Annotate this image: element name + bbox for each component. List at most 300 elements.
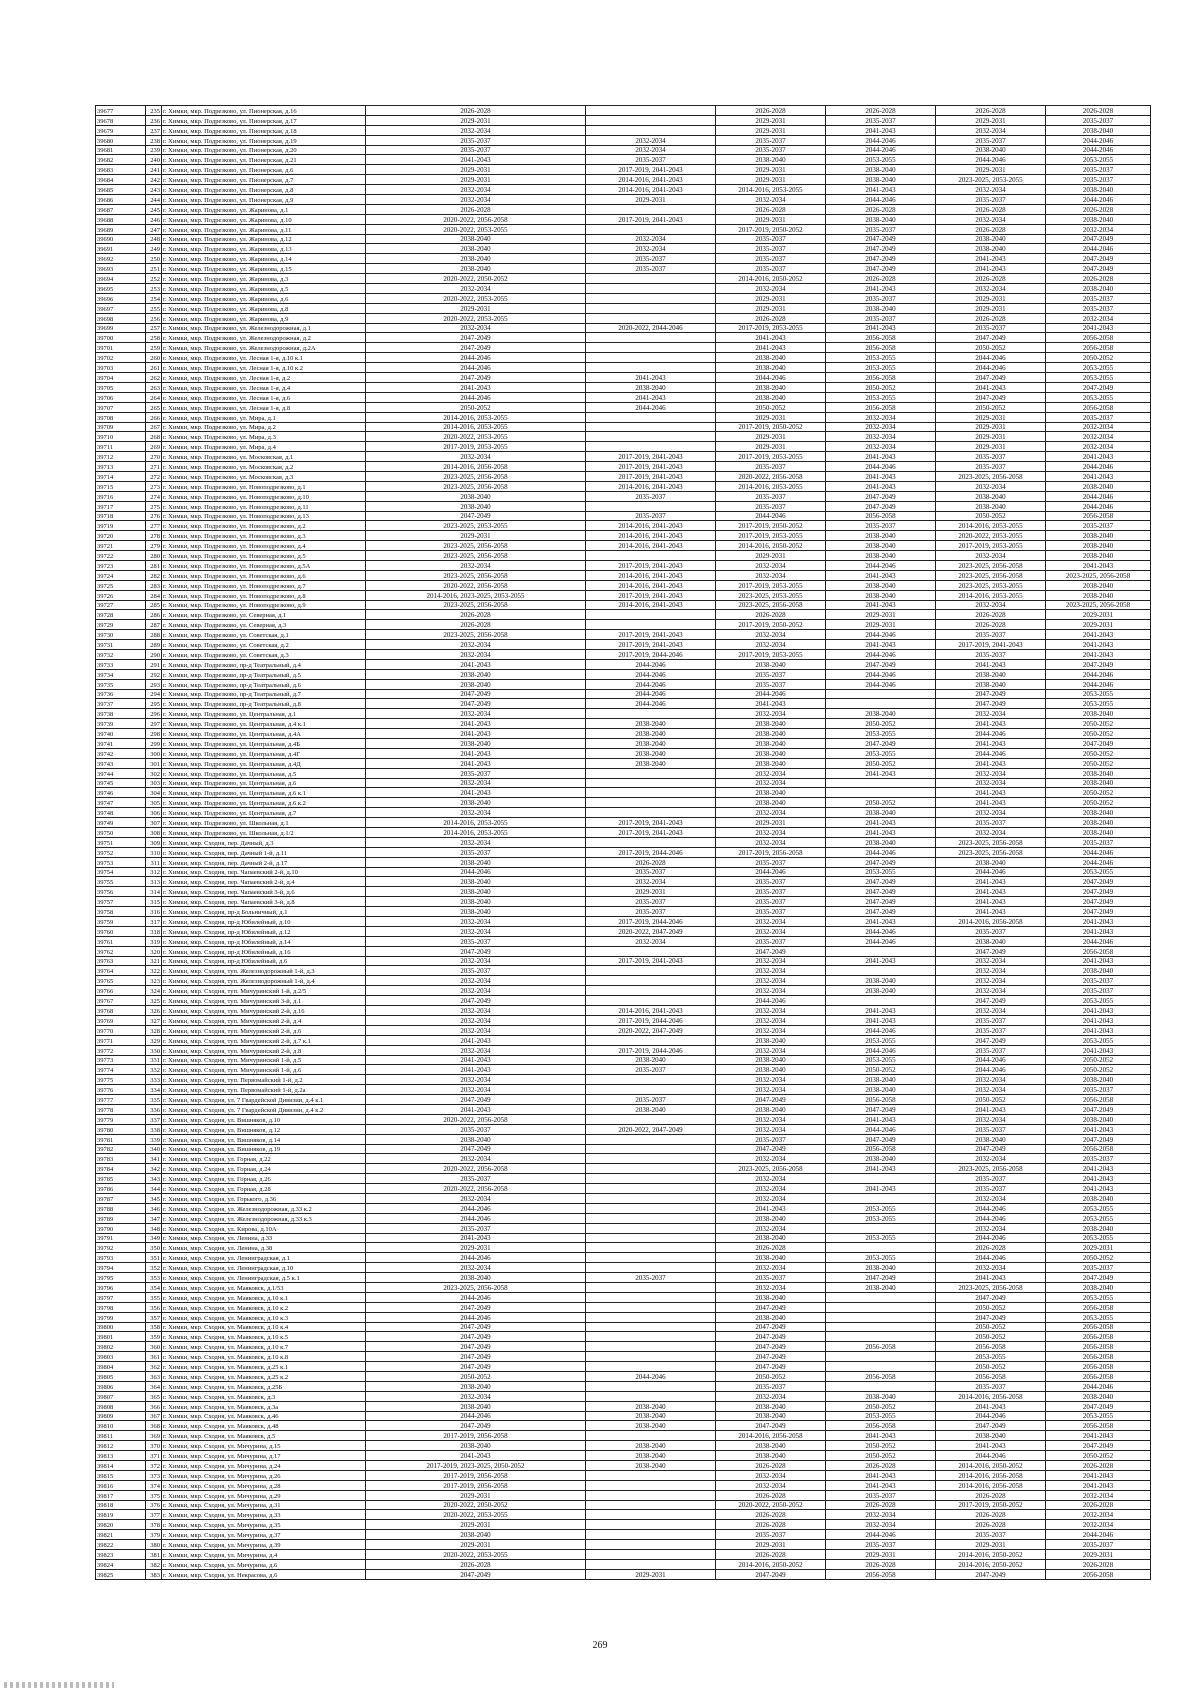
period-cell-5: 2038-2040 — [936, 679, 1046, 689]
period-cell-3: 2035-2037 — [716, 234, 826, 244]
address-cell: г. Химки, мкр. Подрезково, ул. Центральная, д.4Г — [162, 748, 366, 758]
period-cell-5: 2047-2049 — [936, 996, 1046, 1006]
record-id-cell: 39683 — [96, 165, 146, 175]
table-row — [96, 818, 1151, 828]
row-number-cell: 258 — [146, 333, 162, 343]
table-row — [96, 1154, 1151, 1164]
address-cell: г. Химки, мкр. Подрезково, пр-д Театральный, д.8 — [162, 699, 366, 709]
record-id-cell: 39693 — [96, 264, 146, 274]
address-cell: г. Химки, мкр. Сходня, ул. Мичурина, д.33 — [162, 1510, 366, 1520]
row-number-cell: 359 — [146, 1332, 162, 1342]
period-cell-5: 2044-2046 — [936, 1065, 1046, 1075]
period-cell-5: 2041-2043 — [936, 798, 1046, 808]
table-row — [96, 1025, 1151, 1035]
table-row — [96, 659, 1151, 669]
period-cell-5: 2050-2052 — [936, 1322, 1046, 1332]
row-number-cell: 257 — [146, 323, 162, 333]
period-cell-1: 2032-2034 — [366, 976, 586, 986]
row-number-cell: 311 — [146, 857, 162, 867]
period-cell-5: 2044-2046 — [936, 1233, 1046, 1243]
record-id-cell: 39748 — [96, 808, 146, 818]
period-cell-2: 2032-2034 — [586, 135, 716, 145]
period-cell-5: 2038-2040 — [936, 491, 1046, 501]
period-cell-1: 2041-2043 — [366, 1104, 586, 1114]
period-cell-4: 2041-2043 — [826, 1006, 936, 1016]
row-number-cell: 376 — [146, 1500, 162, 1510]
table-row — [96, 531, 1151, 541]
record-id-cell: 39708 — [96, 412, 146, 422]
period-cell-5: 2029-2031 — [936, 293, 1046, 303]
address-cell: г. Химки, мкр. Подрезково, ул. Новоподрезково, д.3 — [162, 531, 366, 541]
record-id-cell: 39702 — [96, 353, 146, 363]
record-id-cell: 39822 — [96, 1540, 146, 1550]
period-cell-1: 2029-2031 — [366, 175, 586, 185]
period-cell-2 — [586, 1362, 716, 1372]
record-id-cell: 39680 — [96, 135, 146, 145]
record-id-cell: 39715 — [96, 481, 146, 491]
row-number-cell: 245 — [146, 204, 162, 214]
period-cell-1: 2038-2040 — [366, 1401, 586, 1411]
row-number-cell: 368 — [146, 1421, 162, 1431]
period-cell-6: 2056-2058 — [1046, 343, 1151, 353]
row-number-cell: 250 — [146, 254, 162, 264]
period-cell-5: 2014-2016, 2050-2052 — [936, 1559, 1046, 1569]
address-cell: г. Химки, мкр. Подрезково, ул. Новоподрезково, д.11 — [162, 501, 366, 511]
period-cell-2 — [586, 610, 716, 620]
period-cell-1: 2038-2040 — [366, 857, 586, 867]
period-cell-2 — [586, 224, 716, 234]
row-number-cell: 320 — [146, 946, 162, 956]
period-cell-3: 2038-2040 — [716, 1312, 826, 1322]
record-id-cell: 39820 — [96, 1520, 146, 1530]
period-cell-6: 2035-2037 — [1046, 293, 1151, 303]
period-cell-4: 2029-2031 — [826, 1550, 936, 1560]
period-cell-4: 2041-2043 — [826, 1470, 936, 1480]
period-cell-1: 2020-2022, 2056-2058 — [366, 580, 586, 590]
period-cell-6: 2056-2058 — [1046, 1352, 1151, 1362]
period-cell-5: 2041-2043 — [936, 1441, 1046, 1451]
period-cell-4: 2038-2040 — [826, 1263, 936, 1273]
period-cell-5: 2038-2040 — [936, 244, 1046, 254]
period-cell-5: 2035-2037 — [936, 1015, 1046, 1025]
row-number-cell: 272 — [146, 471, 162, 481]
period-cell-3: 2032-2034 — [716, 1124, 826, 1134]
row-number-cell: 322 — [146, 966, 162, 976]
period-cell-2: 2017-2019, 2041-2043 — [586, 590, 716, 600]
period-cell-2: 2038-2040 — [586, 1441, 716, 1451]
table-row — [96, 244, 1151, 254]
address-cell: г. Химки, мкр. Подрезково, ул. Жаринова, д.14 — [162, 254, 366, 264]
record-id-cell: 39755 — [96, 877, 146, 887]
period-cell-5: 2026-2028 — [936, 1520, 1046, 1530]
period-cell-3: 2041-2043 — [716, 343, 826, 353]
record-id-cell: 39732 — [96, 649, 146, 659]
record-id-cell: 39786 — [96, 1184, 146, 1194]
address-cell: г. Химки, мкр. Подрезково, ул. Пионерская, д.8 — [162, 185, 366, 195]
period-cell-3: 2038-2040 — [716, 719, 826, 729]
table-row — [96, 996, 1151, 1006]
period-cell-1: 2032-2034 — [366, 125, 586, 135]
row-number-cell: 374 — [146, 1480, 162, 1490]
table-row — [96, 402, 1151, 412]
row-number-cell: 242 — [146, 175, 162, 185]
period-cell-6: 2038-2040 — [1046, 1193, 1151, 1203]
period-cell-4: 2044-2046 — [826, 560, 936, 570]
record-id-cell: 39764 — [96, 966, 146, 976]
period-cell-6: 2038-2040 — [1046, 125, 1151, 135]
period-cell-1: 2026-2028 — [366, 204, 586, 214]
period-cell-5: 2032-2034 — [936, 966, 1046, 976]
period-cell-2: 2017-2019, 2041-2043 — [586, 452, 716, 462]
record-id-cell: 39760 — [96, 926, 146, 936]
period-cell-3: 2035-2037 — [716, 877, 826, 887]
period-cell-3: 2044-2046 — [716, 373, 826, 383]
address-cell: г. Химки, мкр. Подрезково, ул. Пионерская, д.16 — [162, 106, 366, 116]
period-cell-1: 2038-2040 — [366, 1381, 586, 1391]
period-cell-1: 2041-2043 — [366, 155, 586, 165]
table-row — [96, 1035, 1151, 1045]
period-cell-4: 2041-2043 — [826, 1480, 936, 1490]
period-cell-3: 2020-2022, 2056-2058 — [716, 471, 826, 481]
period-cell-4: 2053-2055 — [826, 1253, 936, 1263]
period-cell-1: 2032-2034 — [366, 778, 586, 788]
period-cell-6: 2032-2034 — [1046, 1520, 1151, 1530]
period-cell-2 — [586, 798, 716, 808]
record-id-cell: 39825 — [96, 1569, 146, 1579]
period-cell-2: 2035-2037 — [586, 1095, 716, 1105]
period-cell-5: 2026-2028 — [936, 1490, 1046, 1500]
period-cell-2: 2017-2019, 2044-2046 — [586, 917, 716, 927]
period-cell-6: 2053-2055 — [1046, 867, 1151, 877]
period-cell-2: 2041-2043 — [586, 373, 716, 383]
period-cell-1: 2020-2022, 2056-2058 — [366, 214, 586, 224]
table-row — [96, 778, 1151, 788]
period-cell-5: 2044-2046 — [936, 748, 1046, 758]
table-row — [96, 739, 1151, 749]
period-cell-6: 2056-2058 — [1046, 511, 1151, 521]
period-cell-2 — [586, 432, 716, 442]
period-cell-3: 2038-2040 — [716, 748, 826, 758]
period-cell-6: 2047-2049 — [1046, 659, 1151, 669]
record-id-cell: 39801 — [96, 1332, 146, 1342]
period-cell-6: 2056-2058 — [1046, 1569, 1151, 1579]
period-cell-4: 2035-2037 — [826, 224, 936, 234]
address-cell: г. Химки, мкр. Сходня, ул. Маяковск, д.10 к.4 — [162, 1322, 366, 1332]
period-cell-6: 2041-2043 — [1046, 1470, 1151, 1480]
period-cell-3: 2026-2028 — [716, 1510, 826, 1520]
period-cell-6: 2053-2055 — [1046, 1233, 1151, 1243]
period-cell-6: 2050-2052 — [1046, 1055, 1151, 1065]
record-id-cell: 39705 — [96, 382, 146, 392]
record-id-cell: 39758 — [96, 907, 146, 917]
period-cell-6: 2038-2040 — [1046, 481, 1151, 491]
table-row — [96, 125, 1151, 135]
row-number-cell: 278 — [146, 531, 162, 541]
period-cell-2 — [586, 1540, 716, 1550]
period-cell-3: 2026-2028 — [716, 1550, 826, 1560]
record-id-cell: 39740 — [96, 729, 146, 739]
address-cell: г. Химки, мкр. Сходня, ул. Маяковск, д.25Б — [162, 1381, 366, 1391]
period-cell-4: 2041-2043 — [826, 452, 936, 462]
period-cell-6: 2050-2052 — [1046, 719, 1151, 729]
period-cell-6: 2044-2046 — [1046, 857, 1151, 867]
period-cell-3: 2038-2040 — [716, 363, 826, 373]
period-cell-5: 2026-2028 — [936, 313, 1046, 323]
period-cell-3: 2023-2025, 2056-2058 — [716, 1164, 826, 1174]
period-cell-6: 2041-2043 — [1046, 1164, 1151, 1174]
table-row — [96, 442, 1151, 452]
table-row — [96, 254, 1151, 264]
table-row — [96, 1104, 1151, 1114]
address-cell: г. Химки, мкр. Сходня, ул. Маяковск, д.5 — [162, 1431, 366, 1441]
table-row — [96, 145, 1151, 155]
address-cell: г. Химки, мкр. Подрезково, ул. Лесная 1-я, д.2 — [162, 373, 366, 383]
period-cell-1: 2023-2025, 2053-2055 — [366, 521, 586, 531]
period-cell-1: 2029-2031 — [366, 1243, 586, 1253]
row-number-cell: 361 — [146, 1352, 162, 1362]
period-cell-1: 2032-2034 — [366, 1025, 586, 1035]
period-cell-1: 2044-2046 — [366, 1411, 586, 1421]
period-cell-4 — [826, 1193, 936, 1203]
period-cell-1: 2023-2025, 2056-2058 — [366, 471, 586, 481]
period-cell-3: 2047-2049 — [716, 1569, 826, 1579]
row-number-cell: 271 — [146, 462, 162, 472]
record-id-cell: 39803 — [96, 1352, 146, 1362]
row-number-cell: 333 — [146, 1075, 162, 1085]
address-cell: г. Химки, мкр. Сходня, пр-д Юбилейный, д.12 — [162, 926, 366, 936]
period-cell-5: 2026-2028 — [936, 1510, 1046, 1520]
record-id-cell: 39739 — [96, 719, 146, 729]
record-id-cell: 39717 — [96, 501, 146, 511]
row-number-cell: 337 — [146, 1114, 162, 1124]
period-cell-3: 2032-2034 — [716, 560, 826, 570]
row-number-cell: 310 — [146, 847, 162, 857]
period-cell-1: 2047-2049 — [366, 373, 586, 383]
period-cell-5: 2041-2043 — [936, 1104, 1046, 1114]
address-cell: г. Химки, мкр. Подрезково, ул. Мира, д.4 — [162, 442, 366, 452]
period-cell-1: 2032-2034 — [366, 452, 586, 462]
period-cell-2: 2035-2037 — [586, 1273, 716, 1283]
address-cell: г. Химки, мкр. Сходня, ул. Мичурина, д.31 — [162, 1500, 366, 1510]
period-cell-5: 2038-2040 — [936, 234, 1046, 244]
record-id-cell: 39690 — [96, 234, 146, 244]
row-number-cell: 252 — [146, 274, 162, 284]
period-cell-6: 2050-2052 — [1046, 798, 1151, 808]
period-cell-4: 2053-2055 — [826, 748, 936, 758]
address-cell: г. Химки, мкр. Подрезково, пр-д Театральный, д.6 — [162, 679, 366, 689]
period-cell-5: 2023-2025, 2056-2058 — [936, 1282, 1046, 1292]
row-number-cell: 269 — [146, 442, 162, 452]
period-cell-6: 2041-2043 — [1046, 1025, 1151, 1035]
address-cell: г. Химки, мкр. Подрезково, ул. Лесная 1-я, д.6 — [162, 392, 366, 402]
period-cell-6: 2044-2046 — [1046, 1530, 1151, 1540]
period-cell-5: 2041-2043 — [936, 719, 1046, 729]
period-cell-5: 2014-2016, 2056-2058 — [936, 1480, 1046, 1490]
table-row — [96, 877, 1151, 887]
period-cell-6: 2029-2031 — [1046, 620, 1151, 630]
period-cell-1: 2032-2034 — [366, 1263, 586, 1273]
period-cell-6: 2050-2052 — [1046, 353, 1151, 363]
period-cell-6: 2038-2040 — [1046, 185, 1151, 195]
record-id-cell: 39763 — [96, 956, 146, 966]
period-cell-3: 2047-2049 — [716, 1144, 826, 1154]
period-cell-5: 2023-2025, 2056-2058 — [936, 847, 1046, 857]
period-cell-2 — [586, 1085, 716, 1095]
period-cell-6: 2038-2040 — [1046, 808, 1151, 818]
period-cell-6: 2029-2031 — [1046, 1550, 1151, 1560]
period-cell-5: 2032-2034 — [936, 709, 1046, 719]
period-cell-6: 2053-2055 — [1046, 1035, 1151, 1045]
period-cell-3: 2032-2034 — [716, 1085, 826, 1095]
record-id-cell: 39775 — [96, 1075, 146, 1085]
address-cell: г. Химки, мкр. Подрезково, ул. Центральная, д.6 — [162, 778, 366, 788]
period-cell-2 — [586, 274, 716, 284]
period-cell-2: 2014-2016, 2041-2043 — [586, 531, 716, 541]
period-cell-6: 2044-2046 — [1046, 491, 1151, 501]
period-cell-3: 2038-2040 — [716, 1451, 826, 1461]
period-cell-3: 2035-2037 — [716, 669, 826, 679]
period-cell-1: 2032-2034 — [366, 926, 586, 936]
period-cell-3: 2029-2031 — [716, 818, 826, 828]
period-cell-4: 2053-2055 — [826, 155, 936, 165]
period-cell-4: 2044-2046 — [826, 135, 936, 145]
address-cell: г. Химки, мкр. Сходня, туп. Первомайский 1-й, д.2 — [162, 1075, 366, 1085]
period-cell-5: 2041-2043 — [936, 897, 1046, 907]
table-row — [96, 1263, 1151, 1273]
period-cell-1: 2038-2040 — [366, 264, 586, 274]
period-cell-1: 2014-2016, 2056-2058 — [366, 462, 586, 472]
row-number-cell: 318 — [146, 926, 162, 936]
row-number-cell: 267 — [146, 422, 162, 432]
row-number-cell: 340 — [146, 1144, 162, 1154]
period-cell-1: 2044-2046 — [366, 363, 586, 373]
period-cell-2 — [586, 1243, 716, 1253]
period-cell-6: 2035-2037 — [1046, 1085, 1151, 1095]
period-cell-2 — [586, 1381, 716, 1391]
period-cell-5: 2047-2049 — [936, 689, 1046, 699]
row-number-cell: 330 — [146, 1045, 162, 1055]
period-cell-1: 2038-2040 — [366, 907, 586, 917]
address-cell: г. Химки, мкр. Сходня, пер. Чапаевский 2-й, д.4 — [162, 877, 366, 887]
period-cell-6: 2038-2040 — [1046, 1075, 1151, 1085]
period-cell-1: 2017-2019, 2056-2058 — [366, 1470, 586, 1480]
period-cell-1: 2029-2031 — [366, 115, 586, 125]
record-id-cell: 39770 — [96, 1025, 146, 1035]
period-cell-5: 2023-2025, 2056-2058 — [936, 837, 1046, 847]
record-id-cell: 39724 — [96, 570, 146, 580]
period-cell-4: 2056-2058 — [826, 402, 936, 412]
period-cell-1: 2032-2034 — [366, 284, 586, 294]
period-cell-1: 2047-2049 — [366, 699, 586, 709]
period-cell-3: 2035-2037 — [716, 254, 826, 264]
table-row — [96, 106, 1151, 116]
period-cell-3: 2029-2031 — [716, 175, 826, 185]
period-cell-3: 2014-2016, 2050-2052 — [716, 1559, 826, 1569]
period-cell-2: 2014-2016, 2041-2043 — [586, 570, 716, 580]
table-row — [96, 1490, 1151, 1500]
record-id-cell: 39809 — [96, 1411, 146, 1421]
period-cell-5: 2050-2052 — [936, 1095, 1046, 1105]
record-id-cell: 39796 — [96, 1282, 146, 1292]
address-cell: г. Химки, мкр. Сходня, ул. Мичурина, д.35 — [162, 1520, 366, 1530]
row-number-cell: 279 — [146, 541, 162, 551]
record-id-cell: 39703 — [96, 363, 146, 373]
period-cell-1: 2041-2043 — [366, 788, 586, 798]
period-cell-2: 2038-2040 — [586, 739, 716, 749]
period-cell-2: 2017-2019, 2041-2043 — [586, 818, 716, 828]
address-cell: г. Химки, мкр. Сходня, пер. Дачный, д.3 — [162, 837, 366, 847]
row-number-cell: 241 — [146, 165, 162, 175]
period-cell-1: 2035-2037 — [366, 135, 586, 145]
period-cell-4: 2050-2052 — [826, 382, 936, 392]
period-cell-2: 2038-2040 — [586, 1421, 716, 1431]
period-cell-4: 2038-2040 — [826, 590, 936, 600]
row-number-cell: 244 — [146, 195, 162, 205]
period-cell-1: 2032-2034 — [366, 956, 586, 966]
period-cell-1: 2014-2016, 2053-2055 — [366, 828, 586, 838]
period-cell-1: 2041-2043 — [366, 1451, 586, 1461]
period-cell-5: 2029-2031 — [936, 432, 1046, 442]
row-number-cell: 302 — [146, 768, 162, 778]
table-row — [96, 373, 1151, 383]
period-cell-5: 2023-2025, 2056-2058 — [936, 570, 1046, 580]
table-row — [96, 1381, 1151, 1391]
period-cell-4: 2038-2040 — [826, 541, 936, 551]
row-number-cell: 235 — [146, 106, 162, 116]
table-row — [96, 1431, 1151, 1441]
period-cell-1: 2038-2040 — [366, 1441, 586, 1451]
table-row — [96, 1124, 1151, 1134]
period-cell-2: 2038-2040 — [586, 1461, 716, 1471]
period-cell-6: 2041-2043 — [1046, 1045, 1151, 1055]
table-row — [96, 768, 1151, 778]
row-number-cell: 356 — [146, 1302, 162, 1312]
table-row — [96, 1302, 1151, 1312]
record-id-cell: 39721 — [96, 541, 146, 551]
row-number-cell: 324 — [146, 986, 162, 996]
record-id-cell: 39752 — [96, 847, 146, 857]
period-cell-3: 2032-2034 — [716, 1006, 826, 1016]
period-cell-5: 2047-2049 — [936, 1421, 1046, 1431]
record-id-cell: 39706 — [96, 392, 146, 402]
period-cell-4: 2047-2049 — [826, 1104, 936, 1114]
table-row — [96, 1352, 1151, 1362]
period-cell-2 — [586, 501, 716, 511]
period-cell-1: 2047-2049 — [366, 1569, 586, 1579]
period-cell-2: 2014-2016, 2041-2043 — [586, 600, 716, 610]
period-cell-4: 2047-2049 — [826, 254, 936, 264]
period-cell-4: 2038-2040 — [826, 808, 936, 818]
period-cell-2: 2038-2040 — [586, 1104, 716, 1114]
period-cell-2 — [586, 1282, 716, 1292]
record-id-cell: 39722 — [96, 551, 146, 561]
period-cell-1: 2023-2025, 2056-2058 — [366, 551, 586, 561]
period-cell-1: 2050-2052 — [366, 1372, 586, 1382]
period-cell-2 — [586, 1075, 716, 1085]
address-cell: г. Химки, мкр. Подрезково, ул. Жаринова, д.15 — [162, 264, 366, 274]
period-cell-4: 2041-2043 — [826, 471, 936, 481]
table-row — [96, 600, 1151, 610]
period-cell-2: 2044-2046 — [586, 1372, 716, 1382]
period-cell-2: 2029-2031 — [586, 1569, 716, 1579]
period-cell-3: 2044-2046 — [716, 996, 826, 1006]
period-cell-5: 2038-2040 — [936, 145, 1046, 155]
record-id-cell: 39701 — [96, 343, 146, 353]
period-cell-6: 2023-2025, 2056-2058 — [1046, 570, 1151, 580]
address-cell: г. Химки, мкр. Сходня, ул. Ленинградская, д.10 — [162, 1263, 366, 1273]
period-cell-2 — [586, 1134, 716, 1144]
table-row — [96, 274, 1151, 284]
